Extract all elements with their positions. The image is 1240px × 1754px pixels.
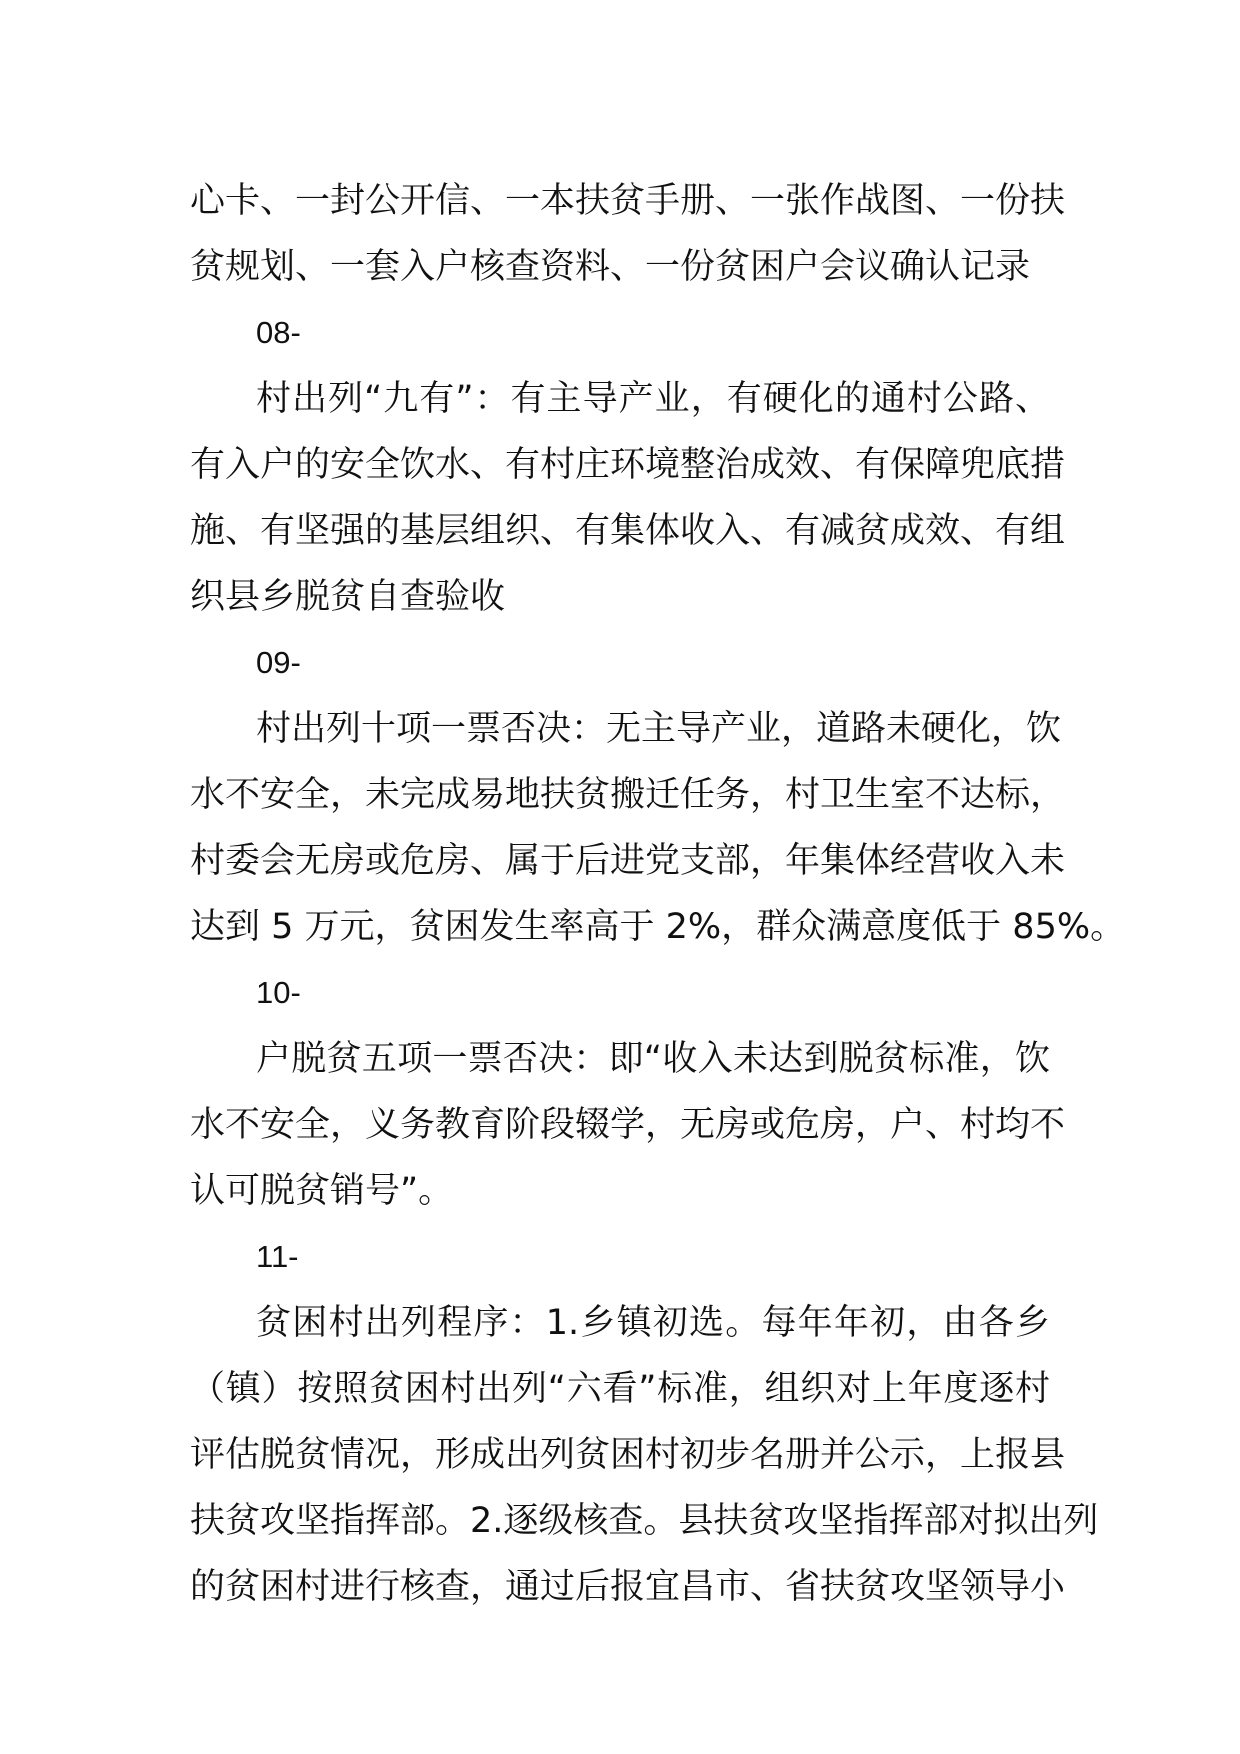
paragraph-line: 施、有坚强的基层组织、有集体收入、有减贫成效、有组 — [190, 511, 1066, 551]
section-number: 11- — [256, 1239, 299, 1274]
paragraph-line: 村出列“九有”：有主导产业，有硬化的通村公路、 — [256, 379, 1050, 419]
paragraph-line: 户脱贫五项一票否决：即“收入未达到脱贫标准，饮 — [256, 1039, 1050, 1079]
paragraph-line: 水不安全，未完成易地扶贫搬迁任务，村卫生室不达标， — [190, 775, 1066, 815]
paragraph-line: 达到 5 万元，贫困发生率高于 2%，群众满意度低于 85%。 — [190, 907, 1126, 947]
paragraph-line: 有入户的安全饮水、有村庄环境整治成效、有保障兜底措 — [190, 445, 1066, 485]
document-body — [190, 168, 1126, 1620]
paragraph-line: 评估脱贫情况，形成出列贫困村初步名册并公示，上报县 — [190, 1435, 1066, 1475]
paragraph-line: 水不安全，义务教育阶段辍学，无房或危房，户、村均不 — [190, 1105, 1066, 1145]
paragraph-line: 织县乡脱贫自查验收 — [190, 577, 506, 617]
paragraph-line: 心卡、一封公开信、一本扶贫手册、一张作战图、一份扶 — [190, 181, 1066, 221]
paragraph-line: 村委会无房或危房、属于后进党支部，年集体经营收入未 — [190, 841, 1066, 881]
paragraph-line: 村出列十项一票否决：无主导产业，道路未硬化，饮 — [256, 709, 1062, 749]
paragraph-line: 认可脱贫销号”。 — [190, 1171, 454, 1211]
paragraph-line: 的贫困村进行核查，通过后报宜昌市、省扶贫攻坚领导小 — [190, 1567, 1066, 1607]
paragraph-line: 贫规划、一套入户核查资料、一份贫困户会议确认记录 — [190, 247, 1031, 287]
section-number: 08- — [256, 315, 301, 350]
paragraph-line: 扶贫攻坚指挥部。2.逐级核查。县扶贫攻坚指挥部对拟出列 — [190, 1501, 1099, 1541]
section-number: 10- — [256, 975, 301, 1010]
paragraph-line: 贫困村出列程序：1.乡镇初选。每年年初，由各乡 — [256, 1303, 1050, 1343]
paragraph-line: （镇）按照贫困村出列“六看”标准，组织对上年度逐村 — [190, 1369, 1050, 1409]
section-number: 09- — [256, 645, 301, 680]
